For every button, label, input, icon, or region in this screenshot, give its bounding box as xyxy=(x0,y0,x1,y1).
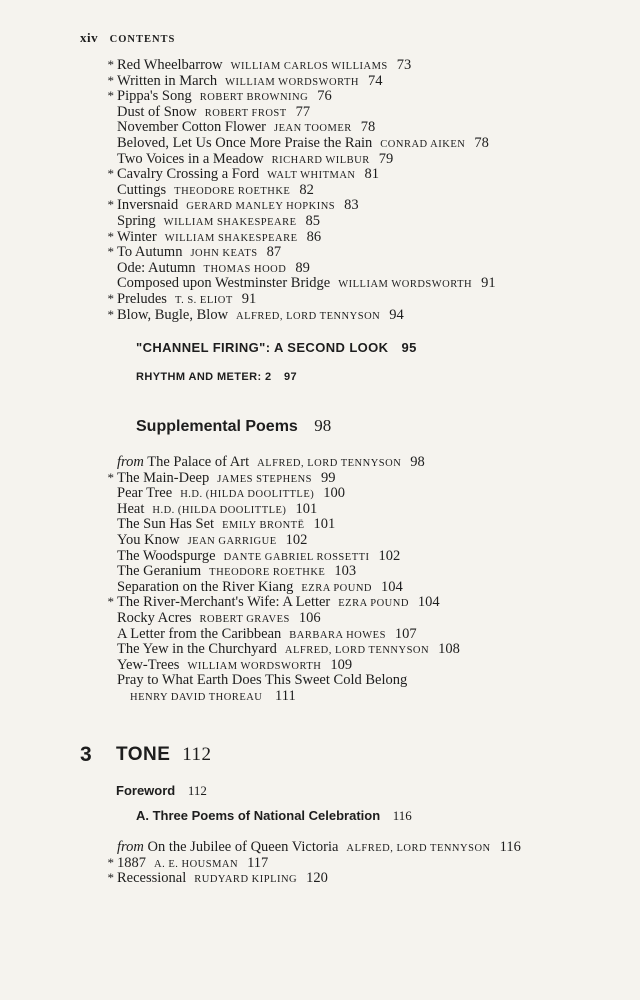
entry-prefix: from xyxy=(117,454,144,470)
entry-title: Two Voices in a Meadow xyxy=(117,150,264,167)
thoreau-poet: HENRY DAVID THOREAU xyxy=(130,692,263,703)
rhythm-meter-heading xyxy=(136,371,297,383)
entry-poet: ROBERT FROST xyxy=(204,107,287,119)
star-marker: * xyxy=(107,166,114,182)
entry-page: 82 xyxy=(299,181,314,198)
entry-page: 104 xyxy=(381,578,403,595)
toc-entry xyxy=(117,870,328,888)
entry-poet: JEAN GARRIGUE xyxy=(187,536,277,547)
entry-page: 108 xyxy=(438,641,460,658)
entry-poet: WILLIAM WORDSWORTH xyxy=(225,76,359,88)
entry-page: 107 xyxy=(394,625,417,642)
rhythm-meter-page: 97 xyxy=(284,371,298,383)
star-marker: * xyxy=(107,594,114,610)
entry-title: Ode: Autumn xyxy=(117,259,196,276)
entry-poet: WILLIAM WORDSWORTH xyxy=(338,279,473,291)
entry-page: 76 xyxy=(317,88,332,105)
entry-title: Pippa's Song xyxy=(117,88,192,105)
entry-page: 78 xyxy=(474,135,489,151)
entry-page: 79 xyxy=(378,150,394,167)
entry-poet: JOHN KEATS xyxy=(190,248,258,260)
entry-poet: WILLIAM SHAKESPEARE xyxy=(163,217,297,228)
entry-title: Separation on the River Kiang xyxy=(117,578,294,595)
entry-title: The Woodspurge xyxy=(117,547,216,564)
entry-title: Winter xyxy=(117,228,157,245)
entry-title: Dust of Snow xyxy=(117,103,197,120)
toc-entry xyxy=(117,307,404,325)
entry-poet: DANTE GABRIEL ROSSETTI xyxy=(223,551,370,563)
entry-poet: ALFRED, LORD TENNYSON xyxy=(236,310,381,322)
entry-title: The Yew in the Churchyard xyxy=(117,641,277,658)
entry-title: Beloved, Let Us Once More Praise the Rain xyxy=(117,135,373,151)
foreword-label: Foreword xyxy=(116,783,176,798)
star-marker: * xyxy=(107,197,114,213)
rhythm-meter-label: RHYTHM AND METER: 2 xyxy=(136,371,272,383)
channel-firing-page: 95 xyxy=(401,340,417,355)
star-marker: * xyxy=(107,870,114,886)
entry-poet: RUDYARD KIPLING xyxy=(194,874,298,886)
entry-title: November Cotton Flower xyxy=(117,119,267,136)
entry-title: 1887 xyxy=(117,854,146,871)
entry-title: Blow, Bugle, Blow xyxy=(117,306,229,323)
foreword-page: 112 xyxy=(187,783,207,798)
entry-page: 101 xyxy=(295,500,318,517)
entry-page: 117 xyxy=(247,854,269,871)
entry-page: 98 xyxy=(410,454,425,470)
entry-title: The Main-Deep xyxy=(117,469,210,486)
thoreau-line xyxy=(130,688,296,706)
entry-poet: JAMES STEPHENS xyxy=(217,473,313,485)
entry-poet: WILLIAM CARLOS WILLIAMS xyxy=(230,61,388,72)
entry-title: Pear Tree xyxy=(117,485,173,502)
entry-page: 85 xyxy=(305,213,321,229)
entry-page: 89 xyxy=(295,259,310,276)
entry-poet: WILLIAM WORDSWORTH xyxy=(187,660,322,672)
entry-page: 109 xyxy=(330,656,353,673)
entry-poet: ALFRED, LORD TENNYSON xyxy=(284,645,430,657)
entry-page: 106 xyxy=(298,610,321,626)
entry-poet: A. E. HOUSMAN xyxy=(154,858,239,870)
entry-title: On the Jubilee of Queen Victoria xyxy=(147,839,339,855)
entry-title: Spring xyxy=(117,213,156,229)
entry-title: Written in March xyxy=(117,72,218,89)
entry-page: 99 xyxy=(321,469,336,486)
entry-poet: JEAN TOOMER xyxy=(274,123,352,135)
entry-page: 91 xyxy=(481,275,496,292)
entry-page: 101 xyxy=(313,516,336,533)
entry-title: Inversnaid xyxy=(117,197,179,214)
entry-poet: ROBERT BROWNING xyxy=(199,92,309,104)
entry-page: 86 xyxy=(306,228,322,245)
entry-page: 120 xyxy=(306,870,328,887)
entry-poet: H.D. (HILDA DOOLITTLE) xyxy=(180,489,315,501)
entry-poet: H.D. (HILDA DOOLITTLE) xyxy=(152,504,287,516)
entry-poet: WALT WHITMAN xyxy=(267,170,356,182)
subsection-a-page: 116 xyxy=(392,808,412,823)
star-marker: * xyxy=(107,306,114,322)
entry-title: Red Wheelbarrow xyxy=(117,57,223,73)
entry-page: 91 xyxy=(241,291,257,307)
entry-title: Heat xyxy=(117,500,145,517)
entry-page: 77 xyxy=(295,103,311,120)
star-marker: * xyxy=(107,469,114,485)
chapter-title-text: TONE xyxy=(116,744,171,765)
entry-page: 83 xyxy=(344,197,359,214)
channel-firing-heading xyxy=(136,340,417,355)
entry-page: 100 xyxy=(323,485,345,502)
entry-title: The Sun Has Set xyxy=(117,516,215,533)
entry-poet: THEODORE ROETHKE xyxy=(209,567,326,579)
entry-poet: ALFRED, LORD TENNYSON xyxy=(257,458,402,469)
star-marker: * xyxy=(107,72,114,88)
running-head xyxy=(80,30,175,46)
entry-title: A Letter from the Caribbean xyxy=(117,625,282,642)
entry-page: 102 xyxy=(285,532,308,548)
entry-page: 103 xyxy=(334,563,357,580)
entry-poet: WILLIAM SHAKESPEARE xyxy=(164,232,298,244)
entry-title: To Autumn xyxy=(117,244,183,261)
entry-title: The Geranium xyxy=(117,563,202,580)
entry-poet: ALFRED, LORD TENNYSON xyxy=(346,843,491,854)
entry-poet: EZRA POUND xyxy=(338,598,409,610)
entry-title: Cavalry Crossing a Ford xyxy=(117,166,260,183)
star-marker: * xyxy=(107,291,114,306)
entry-poet: EZRA POUND xyxy=(301,582,373,594)
entry-page: 102 xyxy=(378,547,401,564)
entry-poet: THOMAS HOOD xyxy=(203,263,287,275)
entry-poet: EMILY BRONTË xyxy=(222,520,305,532)
entry-page: 74 xyxy=(367,72,383,89)
entry-title: Preludes xyxy=(117,291,167,307)
subsection-a-label: A. Three Poems of National Celebration xyxy=(136,808,381,823)
subsection-a-heading xyxy=(136,808,412,824)
chapter-number: 3 xyxy=(80,743,92,766)
entry-page: 116 xyxy=(499,839,521,855)
star-marker: * xyxy=(107,854,114,870)
entry-title: You Know xyxy=(117,532,180,548)
entry-poet: BARBARA HOWES xyxy=(289,629,386,641)
entry-title: The River-Merchant's Wife: A Letter xyxy=(117,594,331,611)
entry-poet: THEODORE ROETHKE xyxy=(174,185,291,197)
chapter-title xyxy=(116,744,212,766)
supplemental-label: Supplemental Poems xyxy=(136,418,298,435)
entry-poet: GERARD MANLEY HOPKINS xyxy=(186,201,336,213)
entry-page: 104 xyxy=(417,594,440,611)
chapter-page: 112 xyxy=(182,744,212,765)
star-marker: * xyxy=(107,57,114,72)
entry-title: Pray to What Earth Does This Sweet Cold Belong xyxy=(117,672,408,689)
entry-page: 73 xyxy=(396,57,412,73)
supplemental-page: 98 xyxy=(314,416,332,435)
star-marker: * xyxy=(107,228,114,244)
entry-poet: T. S. ELIOT xyxy=(174,295,233,306)
star-marker: * xyxy=(107,88,114,104)
entry-title: The Palace of Art xyxy=(147,454,250,470)
star-marker: * xyxy=(107,244,114,260)
entry-poet: ROBERT GRAVES xyxy=(199,614,290,625)
entry-page: 81 xyxy=(364,166,380,183)
foreword-heading xyxy=(116,783,207,799)
entry-title: Rocky Acres xyxy=(117,610,192,626)
entry-title: Yew-Trees xyxy=(117,656,180,673)
toc-entry xyxy=(117,672,407,688)
entry-page: 78 xyxy=(360,119,376,136)
entry-title: Recessional xyxy=(117,870,187,887)
thoreau-page: 111 xyxy=(275,688,296,704)
page-folio: xiv xyxy=(80,30,99,45)
entry-page: 87 xyxy=(266,244,282,261)
entry-poet: RICHARD WILBUR xyxy=(271,154,370,166)
running-title: CONTENTS xyxy=(109,34,176,45)
channel-firing-label: "CHANNEL FIRING": A SECOND LOOK xyxy=(136,340,389,355)
entry-title: Composed upon Westminster Bridge xyxy=(117,275,331,292)
entry-title: Cuttings xyxy=(117,181,167,198)
entry-page: 94 xyxy=(389,306,404,323)
entry-poet: CONRAD AIKEN xyxy=(380,139,466,150)
entry-prefix: from xyxy=(117,839,144,855)
supplemental-heading xyxy=(136,416,331,436)
